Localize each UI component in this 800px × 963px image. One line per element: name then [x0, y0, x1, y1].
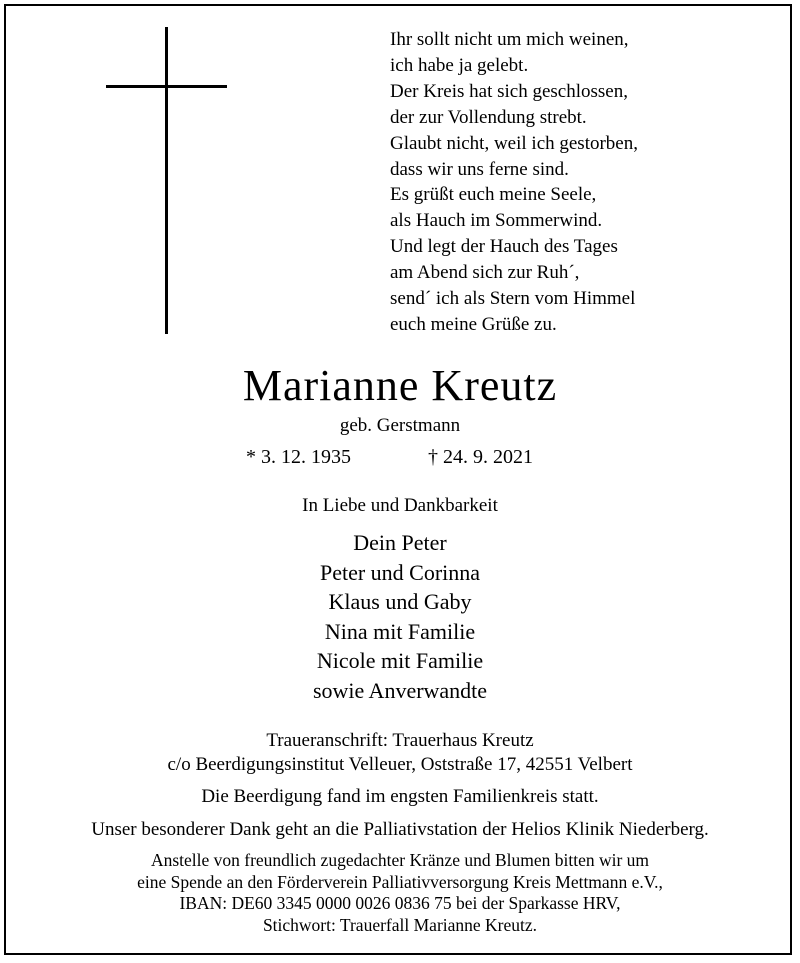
donation-line: IBAN: DE60 3345 0000 0026 0836 75 bei der Sparkasse HRV,	[179, 893, 621, 913]
poem-line: euch meine Grüße zu.	[390, 313, 557, 335]
birth-date: * 3. 12. 1935	[246, 446, 351, 468]
poem-line: als Hauch im Sommerwind.	[390, 210, 603, 232]
mourner-entry: Nina mit Familie	[324, 618, 476, 644]
poem-line: Glaubt nicht, weil ich gestorben,	[390, 132, 638, 154]
mourner-entry: Dein Peter	[353, 530, 447, 555]
poem	[390, 27, 770, 338]
address-line: Traueranschrift: Trauerhaus Kreutz	[266, 730, 534, 751]
cross-horizontal-bar	[106, 85, 227, 88]
funeral-note: Die Beerdigung fand im engsten Familienkreis statt.	[201, 786, 599, 807]
death-date: † 24. 9. 2021	[428, 446, 533, 468]
cross-vertical-bar	[165, 27, 168, 334]
poem-line: am Abend sich zur Ruh´,	[390, 262, 580, 284]
donation-request	[0, 850, 800, 936]
mourner-entry: sowie Anverwandte	[312, 677, 488, 703]
poem-line: dass wir uns ferne sind.	[390, 158, 569, 180]
maiden-name: geb. Gerstmann	[339, 415, 461, 436]
donation-line: Anstelle von freundlich zugedachter Kränze und Blumen bitten wir um	[150, 850, 650, 870]
poem-line: ich habe ja gelebt.	[390, 54, 529, 76]
mourning-address	[0, 729, 800, 777]
poem-line: Ihr sollt nicht um mich weinen,	[390, 29, 629, 50]
mourner-entry: Peter und Corinna	[319, 559, 481, 585]
address-line: c/o Beerdigungsinstitut Velleuer, Oststraße 17, 42551 Velbert	[167, 754, 633, 775]
poem-line: Es grüßt euch meine Seele,	[390, 184, 597, 206]
donation-line: eine Spende an den Förderverein Palliativversorgung Kreis Mettmann e.V.,	[137, 871, 663, 892]
thanks-note: Unser besonderer Dank geht an die Palliativstation der Helios Klinik Niederberg.	[91, 819, 709, 840]
poem-line: Und legt der Hauch des Tages	[390, 236, 618, 258]
mourner-entry: Klaus und Gaby	[328, 589, 472, 615]
donation-line: Stichwort: Trauerfall Marianne Kreutz.	[262, 914, 538, 935]
poem-line: der zur Vollendung strebt.	[390, 106, 587, 128]
dedication-line: In Liebe und Dankbarkeit	[302, 495, 498, 516]
mourners-list	[0, 528, 800, 706]
poem-line: send´ ich als Stern vom Himmel	[390, 288, 636, 310]
deceased-name: Marianne Kreutz	[242, 361, 558, 410]
poem-line: Der Kreis hat sich geschlossen,	[390, 80, 628, 102]
mourner-entry: Nicole mit Familie	[316, 648, 484, 674]
